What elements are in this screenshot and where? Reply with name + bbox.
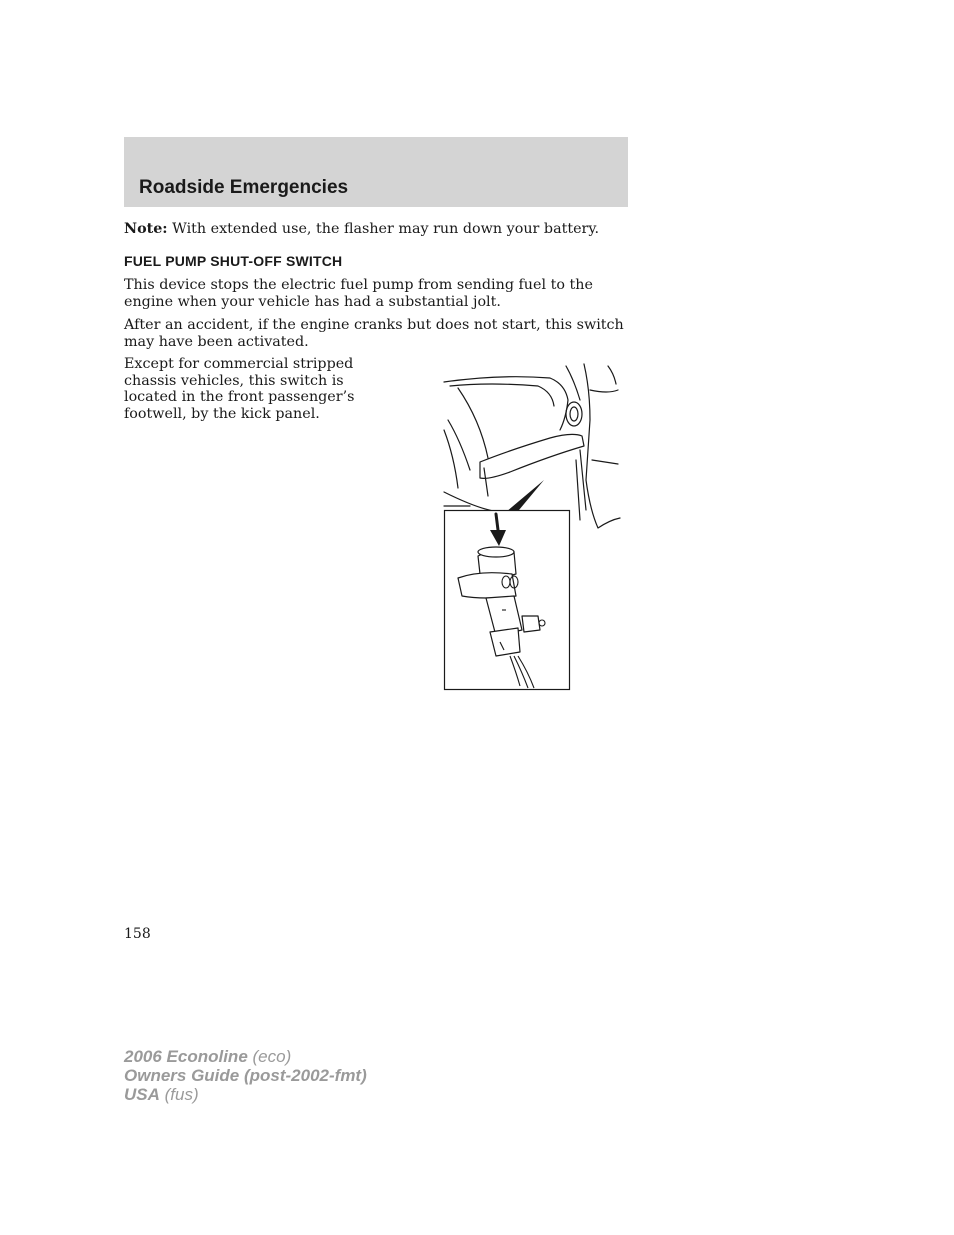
page-number: 158: [124, 926, 151, 942]
paragraph-switch-location: Except for commercial stripped chassis vehicles, this switch is located in the front passenger’s footwell, by the kick panel.: [124, 356, 355, 422]
footer-line-vehicle: 2006 Econoline (eco): [124, 1047, 292, 1066]
paragraph-device-description: This device stops the electric fuel pump from sending fuel to the engine when your vehicle has had a substantial jolt.: [124, 277, 593, 310]
note-paragraph: [124, 221, 634, 238]
section-header-band: [124, 137, 628, 207]
footer-line-guide: Owners Guide (post-2002-fmt): [124, 1066, 367, 1085]
note-label: Note:: [124, 221, 168, 237]
paragraph-after-accident: After an accident, if the engine cranks but does not start, this switch may have been activated.: [124, 317, 624, 350]
document-footer: [124, 1047, 367, 1104]
fuel-pump-switch-illustration: [440, 360, 625, 692]
footer-line-market: USA (fus): [124, 1085, 199, 1104]
section-heading: FUEL PUMP SHUT-OFF SWITCH: [124, 253, 343, 269]
section-title: Roadside Emergencies: [139, 177, 349, 198]
note-text: With extended use, the flasher may run down your battery.: [167, 221, 600, 237]
